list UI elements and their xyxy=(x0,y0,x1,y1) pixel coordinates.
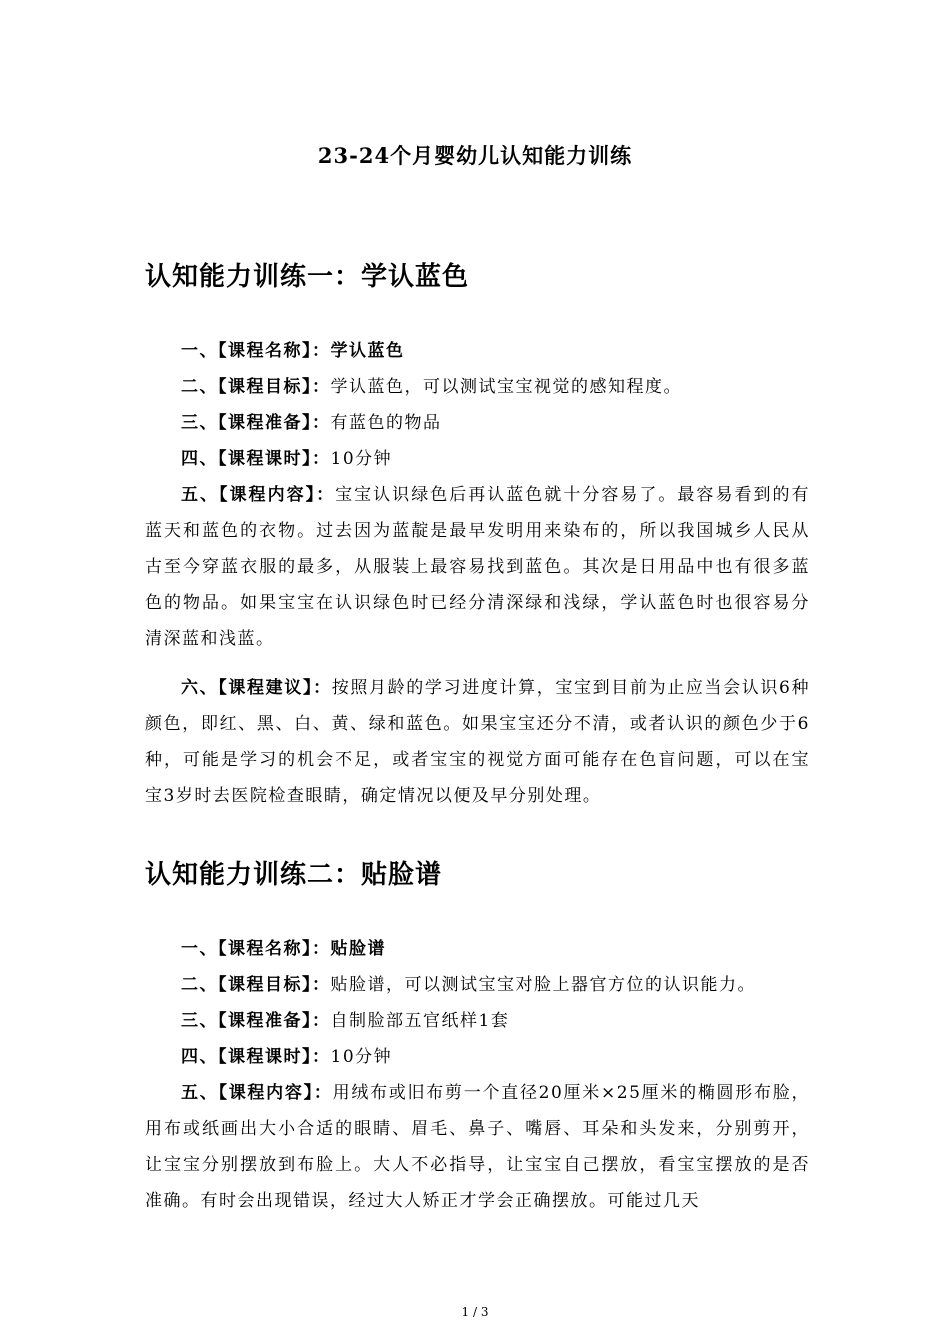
item-text: 10分钟 xyxy=(330,1047,393,1067)
section-2-item-2 xyxy=(145,967,810,1003)
item-label: 四、【课程课时】： xyxy=(181,449,331,469)
item-text: 自制脸部五官纸样1套 xyxy=(330,1011,510,1031)
section-heading-1: 认知能力训练一：学认蓝色 xyxy=(145,262,470,292)
item-label: 一、【课程名称】： xyxy=(181,939,331,959)
section-1-item-6 xyxy=(145,670,810,814)
item-text: 学认蓝色，可以测试宝宝视觉的感知程度。 xyxy=(330,377,682,397)
item-text: 10分钟 xyxy=(330,449,393,469)
item-label: 六、【课程建议】： xyxy=(181,678,332,698)
item-label: 三、【课程准备】： xyxy=(181,1011,331,1031)
item-label: 二、【课程目标】： xyxy=(181,975,331,995)
item-text: 按照月龄的学习进度计算，宝宝到目前为止应当会认识6种颜色，即红、黑、白、黄、绿和蓝色。如果宝宝还分不清，或者认识的颜色少于6种，可能是学习的机会不足，或者宝宝的视觉方面可能存在色盲问题，可以在宝宝3岁时去医院检查眼睛，确定情况以便及早分别处理。 xyxy=(145,678,810,806)
item-label: 二、【课程目标】： xyxy=(181,377,331,397)
document-title: 23-24个月婴幼儿认知能力训练 xyxy=(317,143,633,168)
section-1-item-5 xyxy=(145,477,810,657)
item-text: 宝宝认识绿色后再认蓝色就十分容易了。最容易看到的有蓝天和蓝色的衣物。过去因为蓝靛是最早发明用来染布的，所以我国城乡人民从古至今穿蓝衣服的最多，从服装上最容易找到蓝色。其次是日用品中也有很多蓝色的物品。如果宝宝在认识绿色时已经分清深绿和浅绿，学认蓝色时也很容易分清深蓝和浅蓝。 xyxy=(145,485,811,649)
item-label: 五、【课程内容】： xyxy=(181,485,336,505)
section-1-item-1 xyxy=(145,333,810,369)
item-label: 三、【课程准备】： xyxy=(181,413,331,433)
item-label: 一、【课程名称】： xyxy=(181,341,331,361)
item-text: 有蓝色的物品 xyxy=(330,413,442,433)
section-2-item-5 xyxy=(145,1075,810,1219)
item-label: 五、【课程内容】： xyxy=(181,1083,333,1103)
item-text: 贴脸谱，可以测试宝宝对脸上器官方位的认识能力。 xyxy=(330,975,756,995)
section-1-item-4 xyxy=(145,441,810,477)
item-text: 贴脸谱 xyxy=(330,939,386,959)
section-1-item-2 xyxy=(145,369,810,405)
section-2-item-1 xyxy=(145,931,810,967)
section-2-item-3 xyxy=(145,1003,810,1039)
page-number: 1 / 3 xyxy=(461,1305,489,1319)
section-heading-2: 认知能力训练二：贴脸谱 xyxy=(145,860,443,890)
item-label: 四、【课程课时】： xyxy=(181,1047,331,1067)
section-2-item-4 xyxy=(145,1039,810,1075)
section-1-item-3 xyxy=(145,405,810,441)
item-text: 学认蓝色 xyxy=(330,341,405,361)
item-text: 用绒布或旧布剪一个直径20厘米×25厘米的椭圆形布脸，用布或纸画出大小合适的眼睛、眉毛、鼻子、嘴唇、耳朵和头发来，分别剪开，让宝宝分别摆放到布脸上。大人不必指导，让宝宝自己摆放，看宝宝摆放的是否准确。有时会出现错误，经过大人矫正才学会正确摆放。可能过几天 xyxy=(145,1083,810,1211)
